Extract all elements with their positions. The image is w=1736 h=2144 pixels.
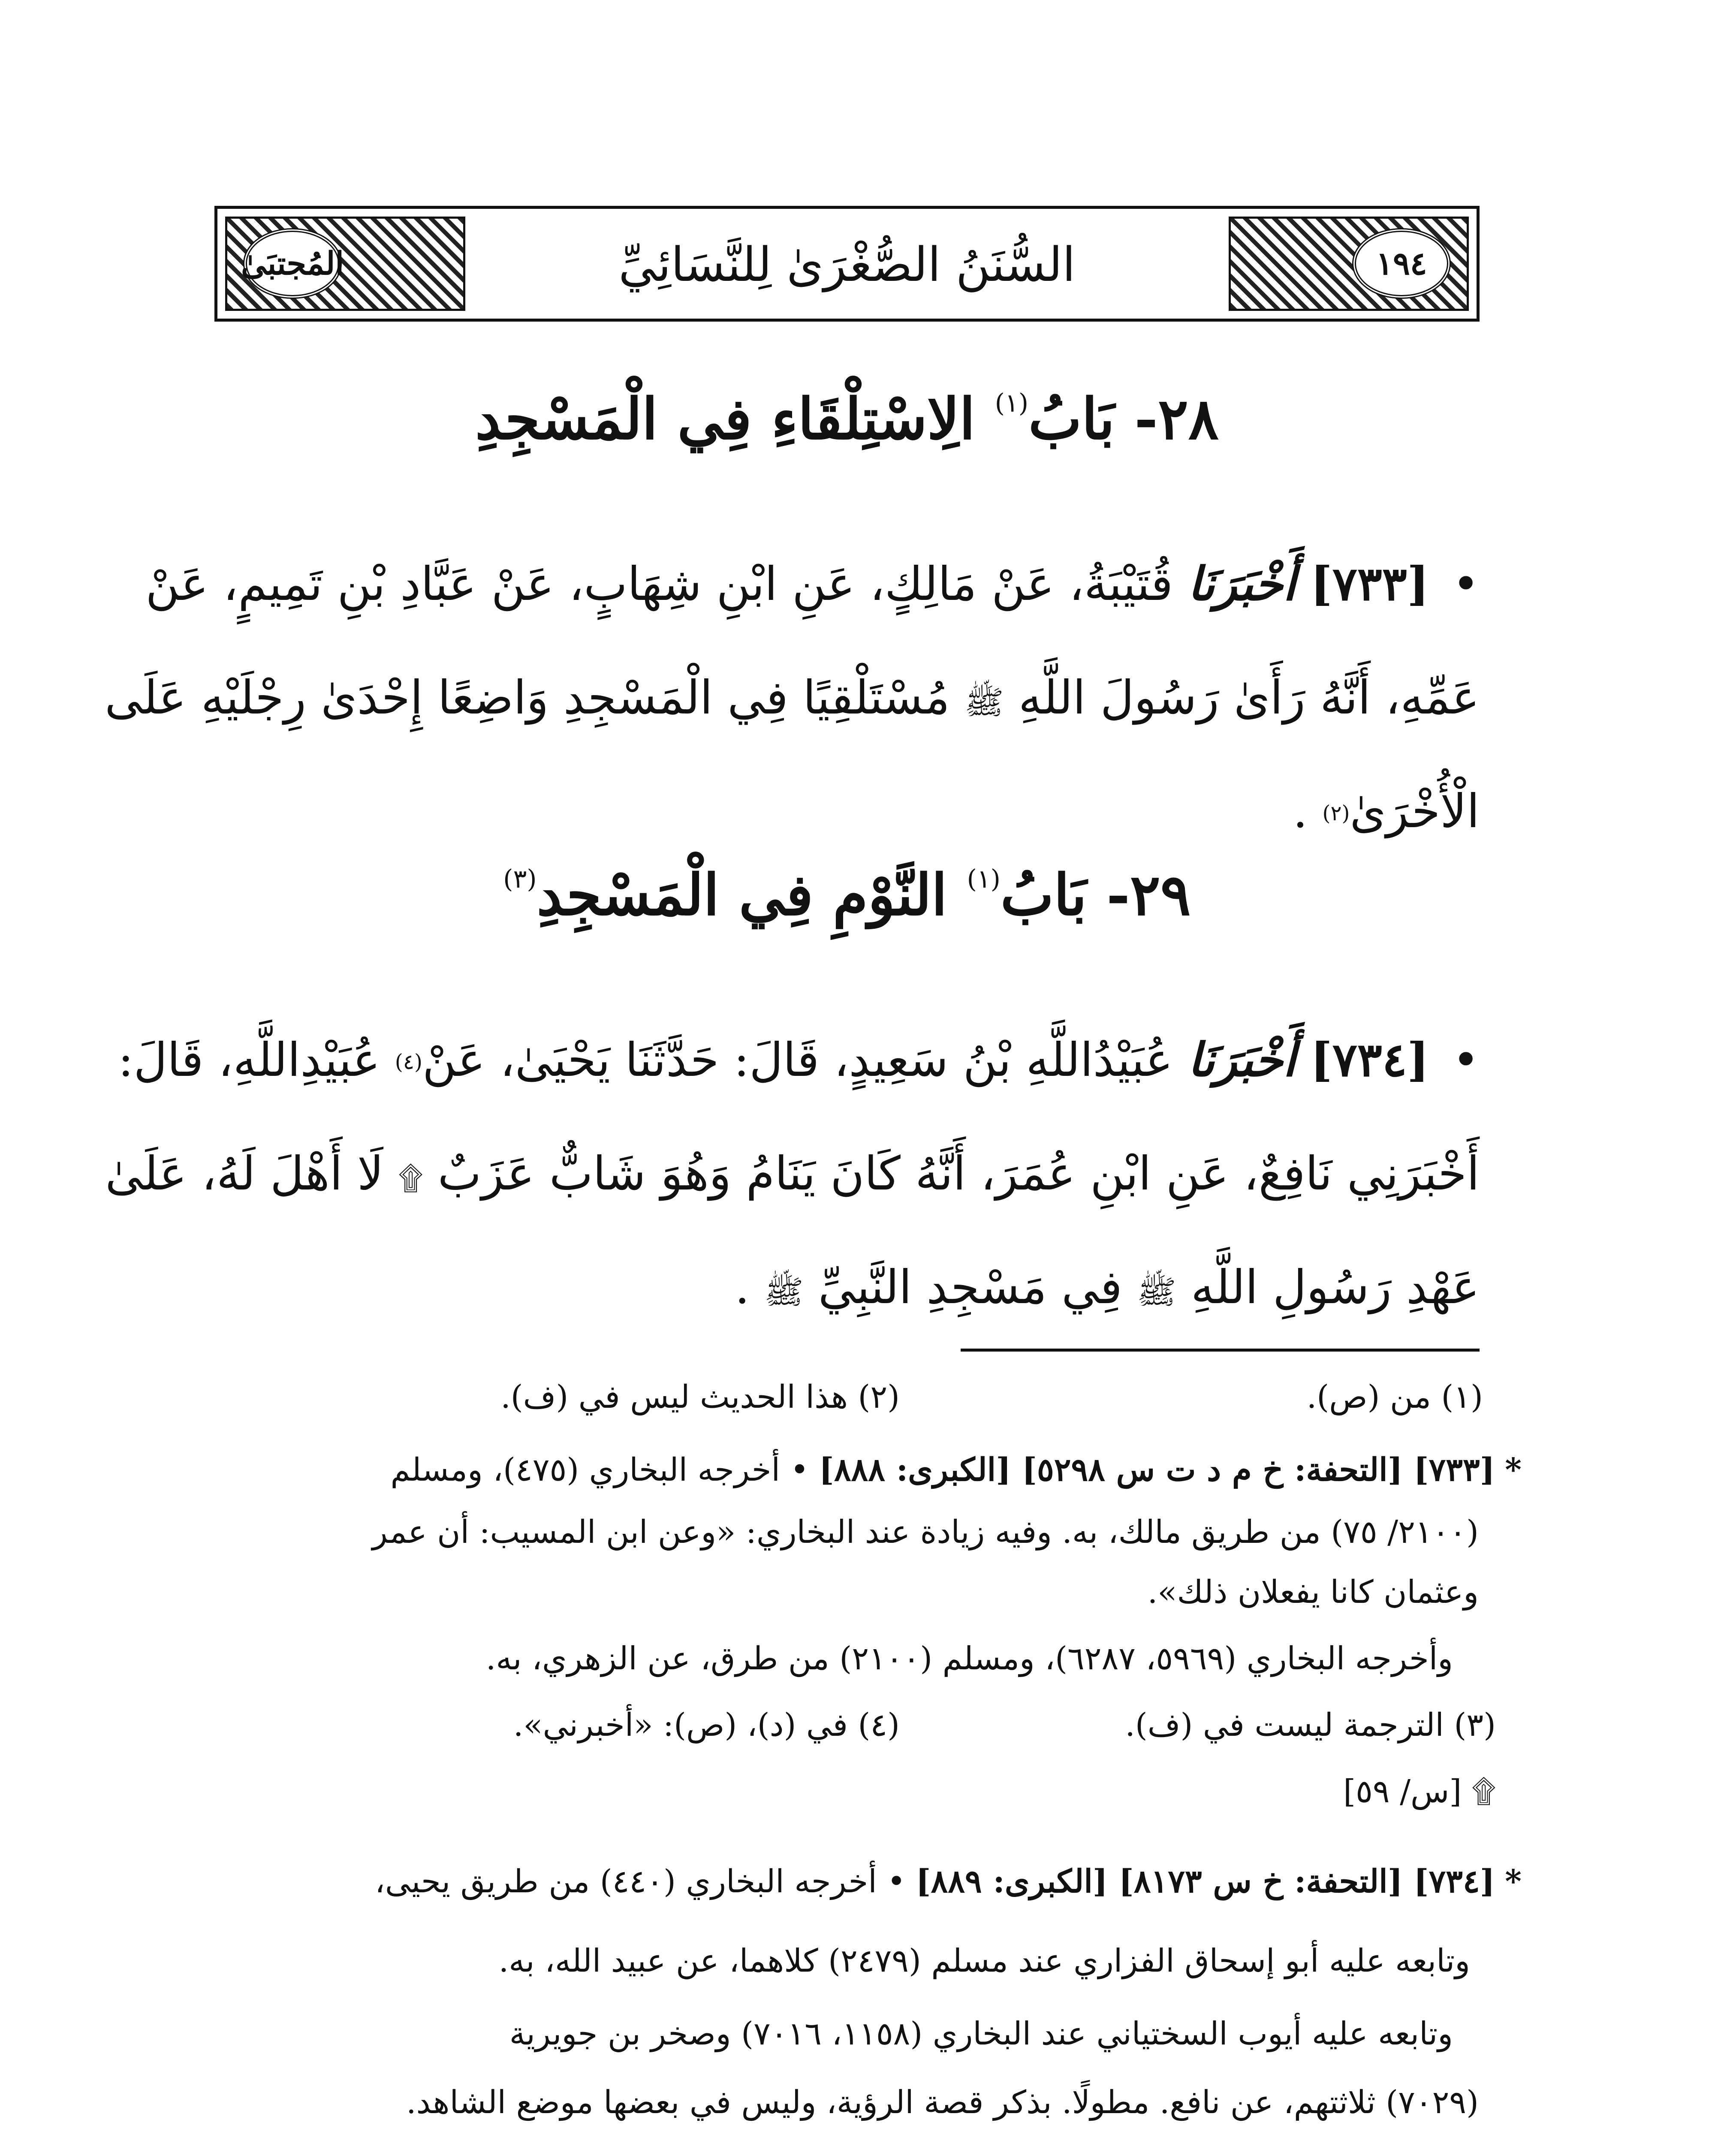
hadith-text: عُبَيْدِاللَّهِ، قَالَ: [118,1033,380,1087]
hadith-text: قُتَيْبَةُ، عَنْ مَالِكٍ، عَنِ ابْنِ شِهَابٍ، عَنْ عَبَّادِ بْنِ تَمِيمٍ، عَنْ [145,557,1173,611]
chapter-title: الِاسْتِلْقَاءِ فِي الْمَسْجِدِ [475,386,975,452]
hadith-line [214,755,1480,868]
chapter-prefix: بَابُ [1000,862,1087,928]
footnote-ref[interactable]: (١) [995,388,1029,418]
full-stop: . [735,1261,750,1314]
hadith-734 [105,1003,1480,1344]
footnote-ref[interactable]: (٤) [395,1050,422,1074]
hadith-line [105,641,1480,755]
takhrij-733-line: وأخرجه البخاري (٥٩٦٩، ٦٢٨٧)، ومسلم (٢١٠٠) من طرق، عن الزهري، به. [485,1640,1453,1677]
takhrij-734-line: وتابعه عليه أيوب السختياني عند البخاري (١١٥٨، ٧٠١٦) وصخر بن جويرية [509,2015,1453,2052]
chapter-heading-29 [214,862,1480,928]
ikhbar-word: أَخْبَرَنَا [1187,1033,1296,1087]
salawat-glyph: ﷺ [764,1273,804,1311]
book-label-medallion [243,228,342,299]
book-title: السُّنَنُ الصُّغْرَىٰ لِلنَّسَائِيِّ [618,237,1076,292]
takhrij-marker: * [1505,1863,1522,1900]
footnote-ref[interactable]: (١) [967,864,1001,894]
hadith-text: عَمِّهِ، أَنَّهُ رَأَىٰ رَسُولَ اللَّهِ [1018,671,1480,725]
footnote-divider [961,1349,1480,1352]
bullet: • [1452,1033,1480,1087]
chapter-prefix: بَابُ [1028,386,1115,452]
hadith-line [214,1231,1480,1344]
takhrij-734-line: وتابعه عليه أبو إسحاق الفزاري عند مسلم (٢٤٧٩) كلاهما، عن عبيد الله، به. [498,1942,1470,1979]
hadith-text: فِي مَسْجِدِ النَّبِيِّ [818,1261,1122,1314]
chapter-title: النَّوْمِ فِي الْمَسْجِدِ [536,862,947,928]
takhrij-734-line: (٧٠٢٩) ثلاثتهم، عن نافع. مطولًا. بذكر قصة الرؤية، وليس في بعضها موضع الشاهد. [406,2084,1479,2121]
hadith-733 [105,527,1480,868]
salawat-glyph: ﷺ [964,684,1004,721]
hadith-text: عَهْدِ رَسُولِ اللَّهِ [1190,1261,1480,1314]
takhrij-refs: [٧٣٣] [التحفة: خ م د ت س ٥٢٩٨] [الكبرى: ٨٨٨] [819,1451,1495,1488]
takhrij-marker: * [1505,1451,1522,1488]
chapter-number: ٢٨- [1134,386,1219,452]
hadith-text: لَا أَهْلَ لَهُ، عَلَىٰ [105,1147,384,1201]
takhrij-733-header [391,1451,1522,1488]
hadith-number: [٧٣٤] [1310,1033,1429,1087]
page-number: ١٩٤ [1376,245,1427,282]
footnote-ref[interactable]: (٢) [1322,801,1350,825]
hadith-line [145,527,1480,641]
footnote-ref[interactable]: (٣) [503,864,537,894]
salawat-glyph: ﷺ [1137,1273,1176,1311]
footnote-1: (١) من (ص). [1306,1379,1483,1415]
book-label: المُجتبَىٰ [241,245,344,282]
takhrij-733-line: وعثمان كانا يفعلان ذلك». [1147,1574,1479,1611]
hadith-number: [٧٣٣] [1310,557,1429,611]
footnote-4: (٤) في (د)، (ص): «أخبرني». [513,1707,900,1744]
running-title [475,226,1219,303]
footnote-3: (٣) الترجمة ليست في (ف). [1125,1707,1496,1744]
ikhbar-word: أَخْبَرَنَا [1187,557,1296,611]
bullet: • [1452,557,1480,611]
hadith-line [118,1003,1480,1117]
hadith-line [105,1117,1480,1231]
hadith-text: عُبَيْدُاللَّهِ بْنُ سَعِيدٍ، قَالَ: حَدَّثَنَا يَحْيَىٰ، عَنْ [422,1033,1173,1087]
chapter-number: ٢٩- [1106,862,1191,928]
takhrij-text: • أخرجه البخاري (٤٧٥)، ومسلم [390,1451,809,1488]
page-marker-icon: ۩ [398,1159,423,1197]
page-reference: ۩ [س/ ٥٩] [1343,1773,1496,1810]
takhrij-734-header [375,1863,1522,1900]
hadith-text: أَخْبَرَنِي نَافِعٌ، عَنِ ابْنِ عُمَرَ، أَنَّهُ كَانَ يَنَامُ وَهُوَ شَابٌّ عَزَبٌ [437,1147,1480,1201]
hadith-text: الْأُخْرَىٰ [1350,785,1480,838]
footnote-2: (٢) هذا الحديث ليس في (ف). [500,1379,900,1415]
takhrij-733-line: (٢١٠٠/ ٧٥) من طريق مالك، به. وفيه زيادة عند البخاري: «وعن ابن المسيب: أن عمر [372,1514,1479,1551]
chapter-heading-28 [214,386,1480,452]
page-header [214,206,1480,322]
takhrij-text: • أخرجه البخاري (٤٤٠) من طريق يحيى، [374,1863,906,1900]
takhrij-refs: [٧٣٤] [التحفة: خ س ٨١٧٣] [الكبرى: ٨٨٩] [916,1863,1495,1900]
hadith-text: مُسْتَلْقِيًا فِي الْمَسْجِدِ وَاضِعًا إِحْدَىٰ رِجْلَيْهِ عَلَى [105,671,950,725]
page-number-medallion [1352,228,1451,299]
full-stop: . [1293,785,1308,838]
